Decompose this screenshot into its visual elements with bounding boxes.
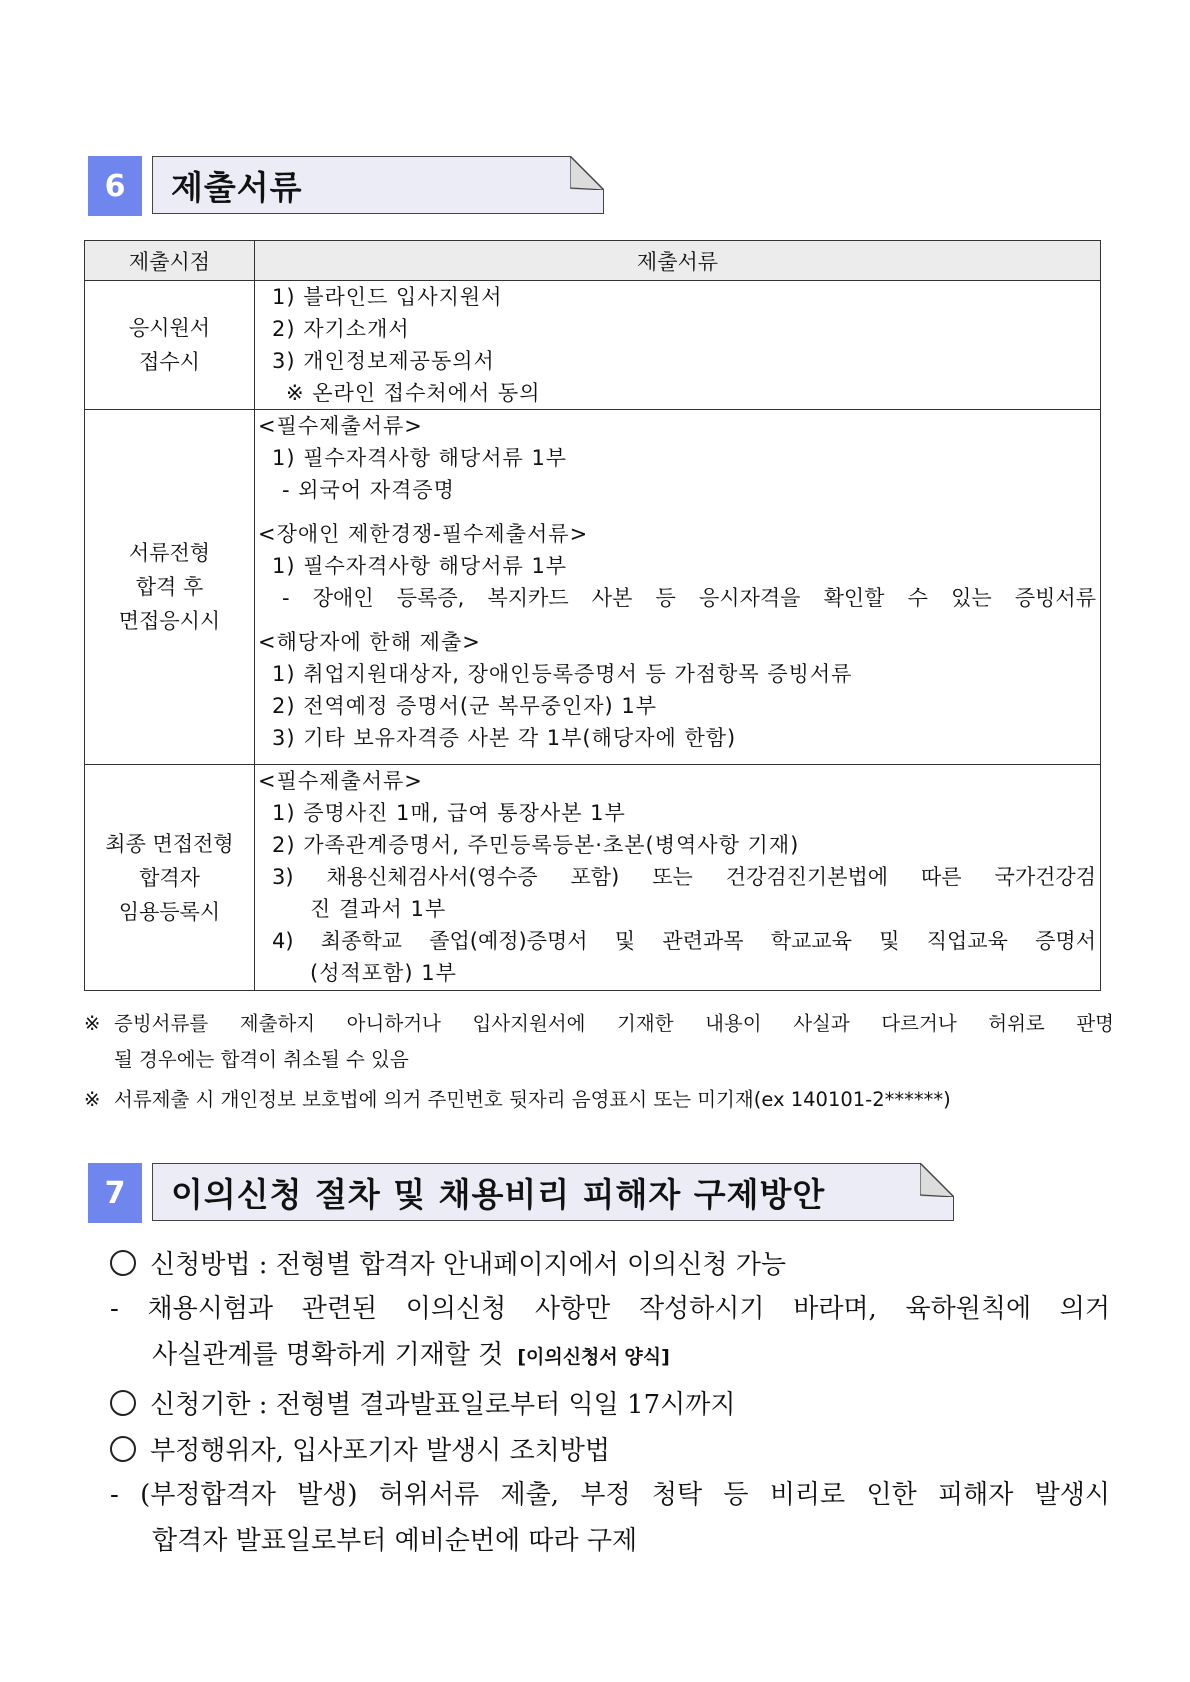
row-when-cell [85,281,255,410]
group-heading: <필수제출서류> [258,414,423,438]
item-line: 3) 개인정보제공동의서 [272,349,495,373]
item-line: 3) 채용신체검사서(영수증 포함) 또는 건강검진기본법에 따른 국가건강검 [272,865,1096,889]
group-heading: <해당자에 한해 제출> [258,630,481,654]
note-1 [84,1006,1114,1078]
item-line: 1) 증명사진 1매, 급여 통장사본 1부 [272,801,626,825]
when-line: 면접응시시 [118,609,221,633]
row-items-cell [255,281,1101,410]
when-line: 합격 후 [135,575,204,599]
item-line: 1) 필수자격사항 해당서류 1부 [272,554,568,578]
body-text: 신청방법 : 전형별 합격자 안내페이지에서 이의신청 가능 [150,1250,787,1280]
item-note-line: ※ 온라인 접수처에서 동의 [286,381,541,405]
section-7-body [110,1245,1110,1575]
row-items-cell [255,410,1101,765]
when-line: 응시원서 [128,316,211,340]
item-line: 진 결과서 1부 [310,897,447,921]
item-line: - 외국어 자격증명 [282,478,455,502]
header-docs: 제출서류 [255,241,1101,281]
body-text: 신청기한 : 전형별 결과발표일로부터 익일 17시까지 [150,1390,736,1420]
section-7-header [88,1163,953,1223]
section-7-title-text: 이의신청 절차 및 채용비리 피해자 구제방안 [171,1174,826,1214]
body-text: 사실관계를 명확하게 기재할 것 [152,1340,504,1370]
when-line: 최종 면접전형 [105,831,234,856]
circle-bullet-icon [110,1250,136,1276]
note-mark: ※ [84,1088,101,1111]
when-line: 접수시 [139,350,200,374]
page-fold-icon [570,156,604,190]
item-line: 1) 블라인드 입사지원서 [272,285,503,309]
header-when: 제출시점 [85,241,255,281]
section-6-number: 6 [88,156,142,216]
circle-bullet-icon [110,1436,136,1462]
body-line [110,1245,786,1285]
body-line: - (부정합격자 발생) 허위서류 제출, 부정 청탁 등 비리로 인한 피해자 발생시 [110,1480,1110,1510]
row-when-cell [85,410,255,765]
table-row [85,765,1101,991]
table-header-row [85,241,1101,281]
item-line: 2) 가족관계증명서, 주민등록등본·초본(병역사항 기재) [272,833,800,857]
page-fold-icon [920,1163,954,1197]
group-heading: <장애인 제한경쟁-필수제출서류> [258,522,589,546]
table-row [85,410,1101,765]
item-line: - 장애인 등록증, 복지카드 사본 등 응시자격을 확인할 수 있는 증빙서류 [282,586,1096,610]
body-line: - 채용시험과 관련된 이의신청 사항만 작성하시기 바라며, 육하원칙에 의거 [110,1294,1110,1324]
item-line: 2) 전역예정 증명서(군 복무중인자) 1부 [272,694,658,718]
note-line: 될 경우에는 합격이 취소될 수 있음 [114,1048,409,1071]
row-when-cell [85,765,255,991]
section-7-title [152,1163,954,1221]
when-line: 서류전형 [128,541,211,565]
section-6-title-text: 제출서류 [171,167,303,207]
body-line [110,1431,610,1471]
item-line: (성적포함) 1부 [310,961,457,985]
when-line: 합격자 [139,865,200,890]
body-line: 합격자 발표일로부터 예비순번에 따라 구제 [152,1526,638,1556]
item-line: 1) 필수자격사항 해당서류 1부 [272,446,568,470]
group-heading: <필수제출서류> [258,769,423,793]
note-line: 서류제출 시 개인정보 보호법에 의거 주민번호 뒷자리 음영표시 또는 미기재(ex 140101-2******) [114,1088,951,1111]
circle-bullet-icon [110,1390,136,1416]
item-line: 4) 최종학교 졸업(예정)증명서 및 관련과목 학교교육 및 직업교육 증명서 [272,929,1096,953]
body-text: 부정행위자, 입사포기자 발생시 조치방법 [150,1436,611,1466]
section-7-number: 7 [88,1163,142,1223]
note-line: 증빙서류를 제출하지 아니하거나 입사지원서에 기재한 내용이 사실과 다르거나 허위로 판명 [114,1012,1114,1035]
item-line: 2) 자기소개서 [272,317,410,341]
body-line [110,1385,736,1425]
documents-table [84,240,1101,991]
item-line: 3) 기타 보유자격증 사본 각 1부(해당자에 한함) [272,726,737,750]
body-line [152,1335,670,1375]
section-6-title [152,156,604,214]
table-row [85,281,1101,410]
note-2 [84,1082,951,1118]
row-items-cell [255,765,1101,991]
objection-form-link[interactable]: [이의신청서 양식] [517,1346,670,1368]
item-line: 1) 취업지원대상자, 장애인등록증명서 등 가점항목 증빙서류 [272,662,853,686]
section-6-header [88,156,603,216]
when-line: 임용등록시 [118,899,221,924]
note-mark: ※ [84,1012,101,1035]
